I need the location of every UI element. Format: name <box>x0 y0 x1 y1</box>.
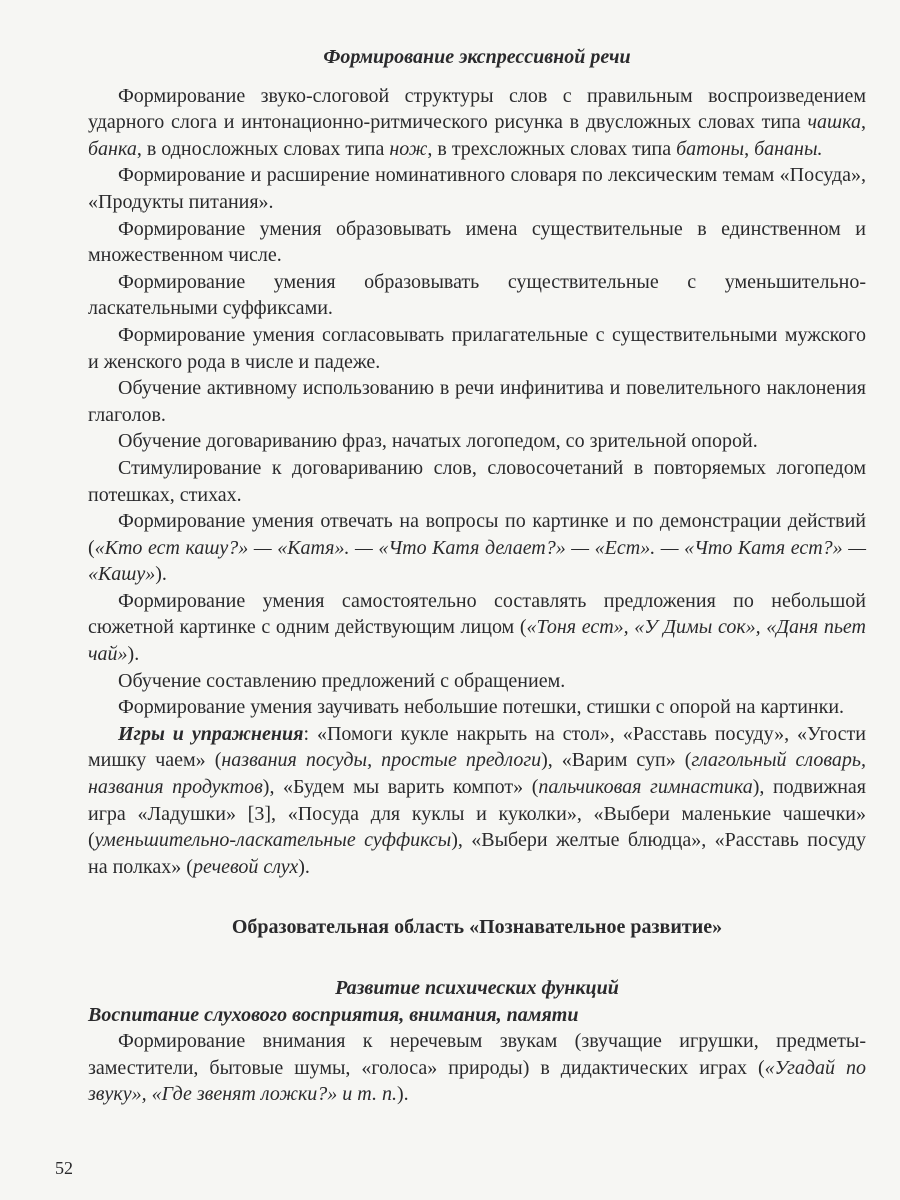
emphasized-text: бананы. <box>754 137 823 160</box>
paragraph <box>88 83 866 163</box>
text-run: , в трехсложных словах типа <box>427 137 677 160</box>
paragraph <box>88 588 866 668</box>
text-run: ), подвижная игра «Ладушки» [3], «Посуда для куклы и куколки», «Выбери маленькие чашечки» ( <box>88 776 867 852</box>
paragraph <box>88 162 866 215</box>
paragraph <box>88 668 866 695</box>
emphasized-text: Игры и упражнения <box>118 722 304 745</box>
text-run: ). <box>298 855 310 878</box>
page-number: 52 <box>55 1158 73 1178</box>
text-run: Обучение договариванию фраз, начатых логопедом, со зрительной опорой. <box>118 430 758 453</box>
emphasized-text: уменьшительно-ласкательные суффиксы <box>94 829 452 852</box>
text-run: , в односложных словах типа <box>136 137 390 160</box>
paragraph <box>88 216 866 269</box>
text-run: Обучение составлению предложений с обращением. <box>118 669 566 692</box>
subsubsection-title: Воспитание слухового восприятия, внимания, памяти <box>88 1003 579 1026</box>
text-run: Формирование внимания к неречевым звукам (звучащие игрушки, предметы-заместители, бытовые шумы, «голоса» природы) в дидактических играх ( <box>88 1030 866 1079</box>
text-run: Формирование умения заучивать небольшие потешки, стишки с опорой на картинки. <box>118 696 845 719</box>
text-run: , <box>861 111 866 134</box>
paragraph <box>88 694 866 721</box>
paragraph <box>88 455 866 508</box>
text-run: Стимулирование к договариванию слов, словосочетаний в повторяемых логопедом потешках, стихах. <box>88 456 866 506</box>
paragraph <box>88 269 866 322</box>
emphasized-text: «Тоня ест», «У Димы сок», «Даня пьет чай» <box>88 616 866 666</box>
text-run: ). <box>396 1083 409 1106</box>
text-run: Обучение активному использованию в речи инфинитива и повелительного наклонения глаголов. <box>88 377 866 426</box>
text-run: ). <box>127 643 140 666</box>
section-title-expressive-speech: Формирование экспрессивной речи <box>323 46 631 68</box>
text-run: Формирование умения образовывать существительные с уменьшительно-ласкательными суффиксами. <box>88 270 866 320</box>
text-run: Формирование умения самостоятельно составлять предложения по небольшой сюжетной картинке с одним действующим лицом ( <box>88 589 866 639</box>
text-run: Формирование звуко-слоговой структуры слов с правильным воспроизведением ударного слога и интонационно-ритмического рисунка в двусложных словах типа <box>88 84 866 134</box>
emphasized-text: «Угадай по звуку», «Где звенят ложки?» и т. п. <box>88 1056 866 1106</box>
emphasized-text: чашка <box>807 111 861 134</box>
section1-body <box>88 83 866 881</box>
emphasized-text: названия посуды, простые предлоги <box>221 749 542 772</box>
emphasized-text: глагольный словарь, названия продуктов <box>88 749 866 799</box>
emphasized-text: речевой слух <box>192 855 299 878</box>
emphasized-text: батоны <box>676 137 745 160</box>
paragraph <box>88 508 866 588</box>
emphasized-text: нож <box>389 137 428 160</box>
text-run: Формирование умения отвечать на вопросы по картинке и по демонстрации действий ( <box>88 510 866 559</box>
text-run: ), «Варим суп» ( <box>541 749 692 772</box>
emphasized-text: банка <box>88 137 137 160</box>
text-run: ). <box>155 563 167 586</box>
text-run: : «Помоги кукле накрыть на стол», «Расставь посуду», «Угости мишку чаем» ( <box>88 722 866 772</box>
paragraph <box>88 322 866 375</box>
paragraph <box>88 1028 866 1108</box>
text-run: ), «Будем мы варить компот» ( <box>262 776 539 799</box>
educational-area-title: Образовательная область «Познавательное развитие» <box>231 916 723 939</box>
page-content <box>88 44 866 1108</box>
subsection-title: Развитие психических функций <box>335 977 619 999</box>
emphasized-text: «Кто ест кашу?» — «Катя». — «Что Катя делает?» — «Ест». — «Что Катя ест?» — «Кашу» <box>88 536 866 586</box>
paragraph <box>88 721 866 881</box>
text-run: ), «Выбери желтые блюдца», «Расставь посуду на полках» ( <box>88 829 866 878</box>
text-run: Формирование умения образовывать имена существительные в единственном и множественном числе. <box>88 217 866 267</box>
paragraph <box>88 428 866 455</box>
emphasized-text: пальчиковая гимнастика <box>538 776 753 799</box>
paragraph <box>88 375 866 428</box>
text-run: , <box>744 137 755 160</box>
text-run: Формирование и расширение номинативного словаря по лексическим темам «Посуда», «Продукты питания». <box>88 164 866 213</box>
section2-body <box>88 1028 866 1108</box>
text-run: Формирование умения согласовывать прилагательные с существительными мужского и женского рода в числе и падеже. <box>88 323 866 373</box>
